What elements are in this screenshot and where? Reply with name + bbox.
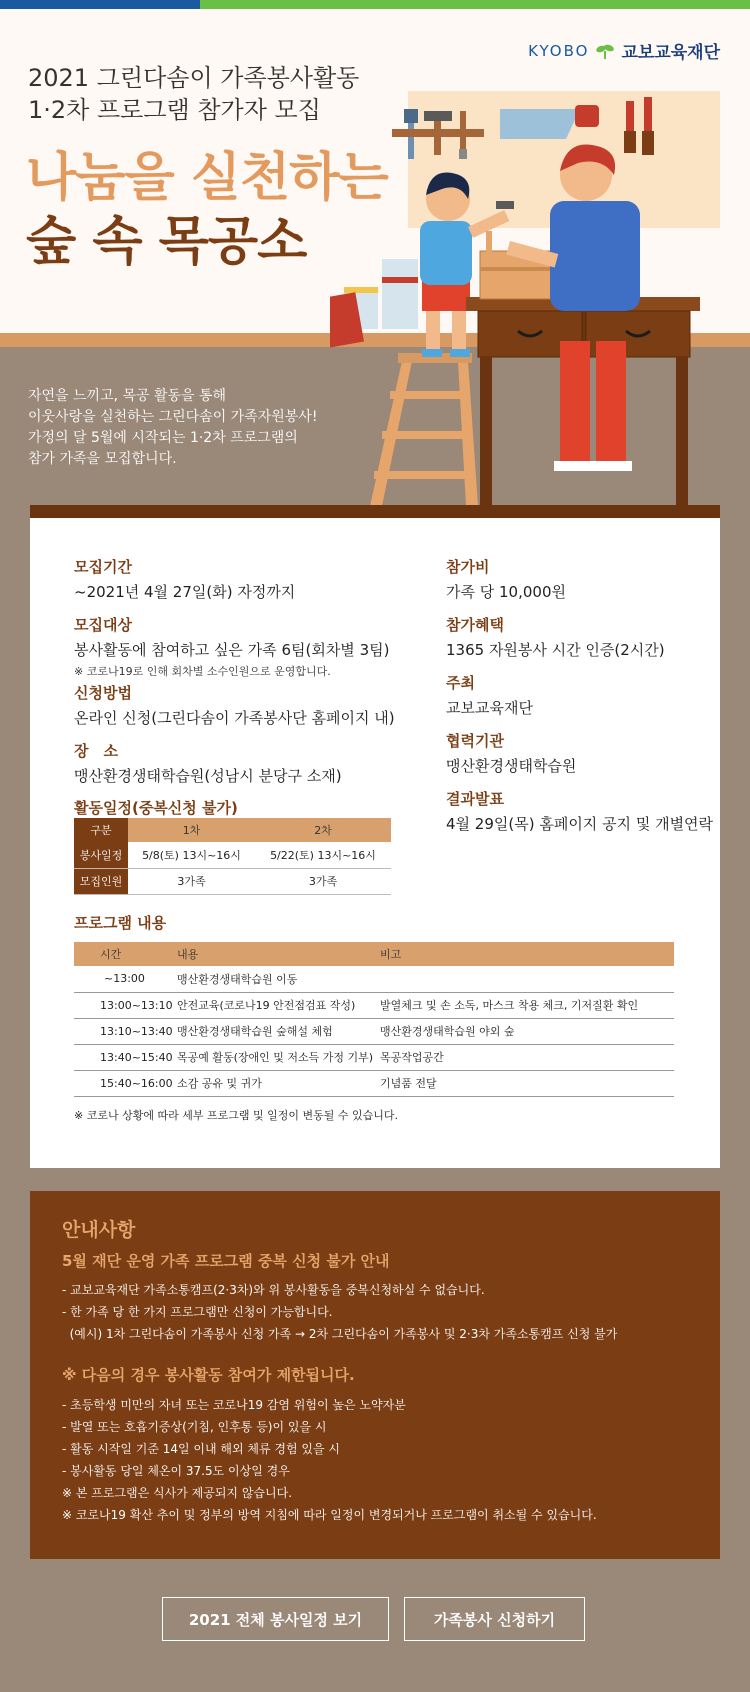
woodworking-illustration xyxy=(330,91,730,511)
table-cell: 맹산환경생태학습원 야외 숲 xyxy=(380,1018,674,1044)
table-header-cell: 구분 xyxy=(74,818,128,842)
table-cell: ~13:00 xyxy=(74,966,177,992)
hero-title-line1: 나눔을 실천하는 xyxy=(26,148,388,208)
hero-title-line2: 숲 속 목공소 xyxy=(26,212,307,272)
table-cell: 발열체크 및 손 소독, 마스크 착용 체크, 기저질환 확인 xyxy=(380,992,674,1018)
info-value: ~2021년 4월 27일(화) 자정까지 xyxy=(74,583,296,601)
intro-text xyxy=(28,386,317,470)
notice-item: - 활동 시작일 기준 14일 이내 해외 체류 경험 있을 시 xyxy=(62,1442,340,1456)
table-cell xyxy=(380,966,674,992)
table-header-row xyxy=(74,942,674,966)
table-cell: 13:00~13:10 xyxy=(74,992,177,1018)
saw-icon xyxy=(500,105,599,139)
schedule-table xyxy=(74,818,391,895)
hero-subtitle xyxy=(28,62,359,126)
table-cell: 13:10~13:40 xyxy=(74,1018,177,1044)
table-cell: 목공예 활동(장애인 및 저소득 가정 기부) xyxy=(177,1044,380,1070)
info-heading: 모집기간 xyxy=(74,558,132,576)
logo-name: 교보교육재단 xyxy=(621,43,720,63)
table-cell: 5/8(토) 13시~16시 xyxy=(128,842,255,868)
program-note: ※ 코로나 상황에 따라 세부 프로그램 및 일정이 변동될 수 있습니다. xyxy=(74,1109,398,1122)
table-cell: 15:40~16:00 xyxy=(74,1070,177,1096)
info-heading: 참가비 xyxy=(446,558,490,576)
table-header-cell: 시간 xyxy=(74,942,177,966)
intro-line: 가정의 달 5월에 시작되는 1·2차 프로그램의 xyxy=(28,430,298,446)
info-value: 교보교육재단 xyxy=(446,699,533,717)
table-cell: 3가족 xyxy=(255,868,391,894)
notice-list2 xyxy=(62,1394,597,1526)
top-color-bar xyxy=(0,0,750,9)
table-header-cell: 2차 xyxy=(255,818,391,842)
table-row xyxy=(74,842,391,868)
info-apply-method xyxy=(74,682,395,728)
table-row xyxy=(74,1070,674,1096)
hero-subtitle-line2: 1·2차 프로그램 참가자 모집 xyxy=(28,96,321,124)
intro-line: 자연을 느끼고, 목공 활동을 통해 xyxy=(28,388,227,404)
table-row xyxy=(74,868,391,894)
table-cell: 목공작업공간 xyxy=(380,1044,674,1070)
ladder xyxy=(370,353,478,506)
info-heading: 모집대상 xyxy=(74,616,132,634)
notice-item: - 봉사활동 당일 체온이 37.5도 이상일 경우 xyxy=(62,1464,290,1478)
view-schedule-button[interactable]: 2021 전체 봉사일정 보기 xyxy=(162,1597,389,1641)
info-recruit-target xyxy=(74,614,389,679)
info-heading: 장 소 xyxy=(74,742,118,760)
table-row xyxy=(74,966,674,992)
table-header-cell: 1차 xyxy=(128,818,255,842)
table-cell: 안전교육(코로나19 안전점검표 작성) xyxy=(177,992,380,1018)
notice-item: ※ 본 프로그램은 식사가 제공되지 않습니다. xyxy=(62,1486,293,1500)
schedule-title: 활동일정(중복신청 불가) xyxy=(74,799,238,817)
apply-button[interactable]: 가족봉사 신청하기 xyxy=(404,1597,585,1641)
table-cell: 기념품 전달 xyxy=(380,1070,674,1096)
notice-item: - 초등학생 미만의 자녀 또는 코로나19 감염 위험이 높은 노약자분 xyxy=(62,1398,406,1412)
info-value: 온라인 신청(그린다솜이 가족봉사단 홈페이지 내) xyxy=(74,709,395,727)
table-cell: 맹산환경생태학습원 이동 xyxy=(177,966,380,992)
program-table xyxy=(74,942,674,1097)
info-heading: 참가혜택 xyxy=(446,616,504,634)
table-header-cell: 내용 xyxy=(177,942,380,966)
notice-list1 xyxy=(62,1279,617,1345)
notice-sub2: ※ 다음의 경우 봉사활동 참여가 제한됩니다. xyxy=(62,1366,355,1384)
intro-line: 참가 가족을 모집합니다. xyxy=(28,451,177,467)
hero-subtitle-line1: 2021 그린다솜이 가족봉사활동 xyxy=(28,64,360,92)
chisel-icon xyxy=(459,111,467,159)
info-value: 맹산환경생태학습원 xyxy=(446,757,577,775)
info-partner xyxy=(446,730,576,776)
notice-item: - 한 가족 당 한 가지 프로그램만 신청이 가능합니다. xyxy=(62,1305,333,1319)
paintbrush-icon xyxy=(624,97,654,155)
table-cell: 3가족 xyxy=(128,868,255,894)
info-value: 4월 29일(목) 홈페이지 공지 및 개별연락 xyxy=(446,815,714,833)
notice-item: ※ 코로나19 확산 추이 및 정부의 방역 지침에 따라 일정이 변경되거나 프로그램이 취소될 수 있습니다. xyxy=(62,1508,597,1522)
info-value: 가족 당 10,000원 xyxy=(446,583,566,601)
sprout-icon xyxy=(595,43,615,59)
table-cell: 봉사일정 xyxy=(74,842,128,868)
notice-item: - 발열 또는 호흡기증상(기침, 인후통 등)이 있을 시 xyxy=(62,1420,327,1434)
info-heading: 협력기관 xyxy=(446,732,504,750)
info-heading: 결과발표 xyxy=(446,790,504,808)
info-result xyxy=(446,788,713,834)
table-cell: 모집인원 xyxy=(74,868,128,894)
table-cell: 맹산환경생태학습원 숲해설 체험 xyxy=(177,1018,380,1044)
table-row xyxy=(74,1018,674,1044)
info-value: 봉사활동에 참여하고 싶은 가족 6팀(회차별 3팀) xyxy=(74,641,390,659)
info-value: 맹산환경생태학습원(성남시 분당구 소재) xyxy=(74,767,342,785)
table-cell: 13:40~15:40 xyxy=(74,1044,177,1070)
table-row xyxy=(74,992,674,1018)
table-header-row xyxy=(74,818,391,842)
info-heading: 주최 xyxy=(446,674,475,692)
notice-heading: 안내사항 xyxy=(62,1219,136,1241)
notice-item: - 교보교육재단 가족소통캠프(2·3차)와 위 봉사활동을 중복신청하실 수 없습니다. xyxy=(62,1283,485,1297)
logo-kyobo-text: KYOBO xyxy=(528,41,590,60)
program-title: 프로그램 내용 xyxy=(74,914,167,932)
info-recruit-period xyxy=(74,556,295,602)
info-card-top-bar xyxy=(30,505,720,518)
info-value: 1365 자원봉사 시간 인증(2시간) xyxy=(446,641,665,659)
info-note: ※ 코로나19로 인해 회차별 소수인원으로 운영합니다. xyxy=(74,665,331,678)
paint-can xyxy=(382,259,418,329)
notice-item: (예시) 1차 그린다솜이 가족봉사 신청 가족 → 2차 그린다솜이 가족봉사 및 2·3차 가족소통캠프 신청 불가 xyxy=(62,1327,618,1341)
info-heading: 신청방법 xyxy=(74,684,132,702)
table-cell: 5/22(토) 13시~16시 xyxy=(255,842,391,868)
info-host xyxy=(446,672,533,718)
info-location xyxy=(74,740,342,786)
kyobo-logo[interactable] xyxy=(528,38,720,63)
intro-line: 이웃사랑을 실천하는 그린다솜이 가족자원봉사! xyxy=(28,409,318,425)
notice-sub1: 5월 재단 운영 가족 프로그램 중복 신청 불가 안내 xyxy=(62,1252,390,1270)
table-row xyxy=(74,1044,674,1070)
info-benefit xyxy=(446,614,665,660)
info-fee xyxy=(446,556,566,602)
notice-section xyxy=(30,1191,720,1559)
table-header-cell: 비고 xyxy=(380,942,674,966)
table-cell: 소감 공유 및 귀가 xyxy=(177,1070,380,1096)
top-color-bar-blue xyxy=(0,0,200,9)
